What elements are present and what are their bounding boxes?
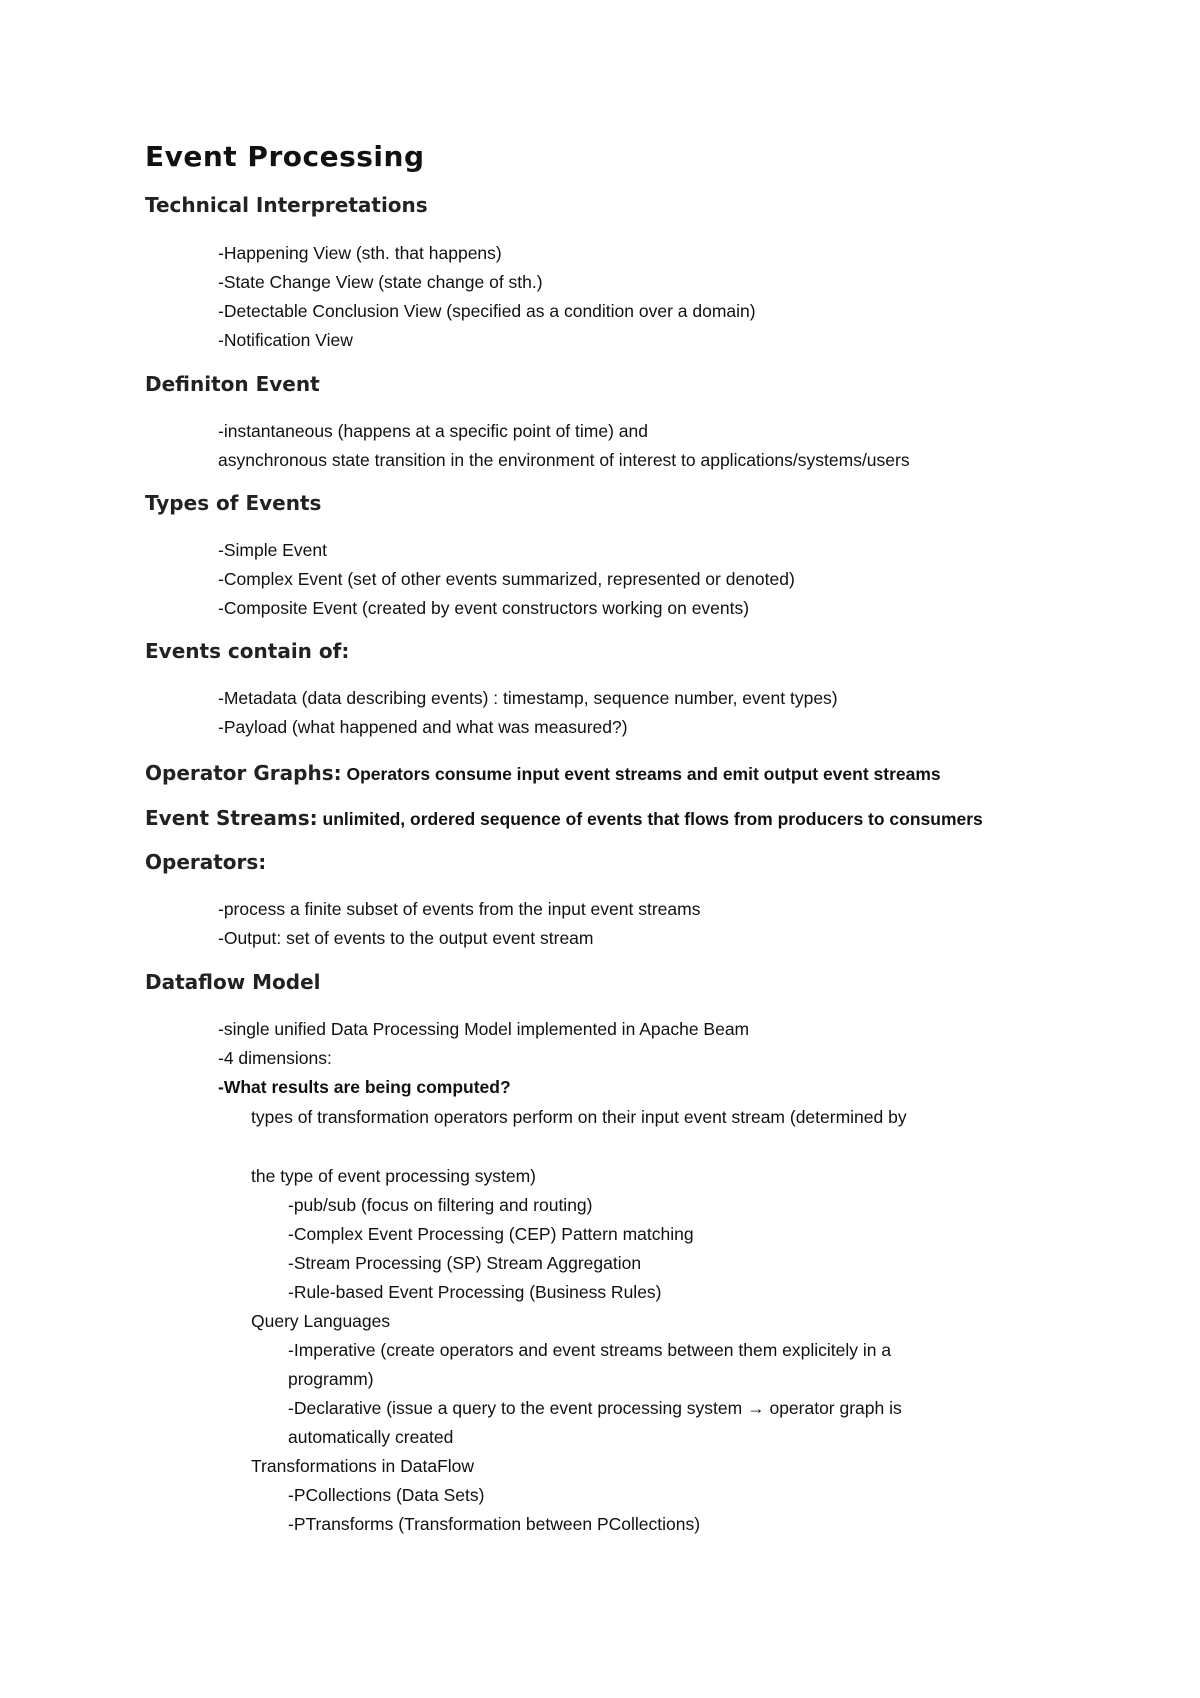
heading-operator-graphs [145,761,941,785]
list-item: -4 dimensions: [218,1048,332,1068]
heading-technical-interpretations: Technical Interpretations [145,193,428,217]
list-item: -Complex Event (set of other events summarized, represented or denoted) [218,569,795,589]
list-item: -State Change View (state change of sth.) [218,272,543,292]
heading-event-streams [145,806,983,830]
list-item-cont: programm) [288,1369,374,1389]
list-item: -PCollections (Data Sets) [288,1485,485,1505]
list-item: -PTransforms (Transformation between PCollections) [288,1514,701,1534]
heading-events-contain: Events contain of: [145,639,350,663]
list-item: asynchronous state transition in the environment of interest to applications/systems/users [218,450,910,470]
list-item: -instantaneous (happens at a specific point of time) and [218,421,648,441]
list-item: -Metadata (data describing events) : timestamp, sequence number, event types) [218,688,838,708]
list-item: -single unified Data Processing Model implemented in Apache Beam [218,1019,750,1039]
computed-description-cont: the type of event processing system) [251,1166,536,1186]
heading-event-streams-label: Event Streams: [145,806,318,830]
list-item-cont: automatically created [288,1427,454,1447]
list-item: -pub/sub (focus on filtering and routing) [288,1195,593,1215]
list-item: -Payload (what happened and what was measured?) [218,717,628,737]
heading-definition-event: Definiton Event [145,372,320,396]
heading-dataflow-model: Dataflow Model [145,970,321,994]
list-item: -Notification View [218,330,353,350]
list-item: -Happening View (sth. that happens) [218,243,502,263]
subheading-transformations: Transformations in DataFlow [251,1456,475,1476]
list-item: -Output: set of events to the output event stream [218,928,594,948]
list-item: -Declarative (issue a query to the event processing system → operator graph is [288,1398,902,1418]
heading-types-of-events: Types of Events [145,491,322,515]
list-item: -Rule-based Event Processing (Business Rules) [288,1282,662,1302]
list-item: -Complex Event Processing (CEP) Pattern matching [288,1224,694,1244]
page-title: Event Processing [145,140,425,173]
subheading-query-languages: Query Languages [251,1311,391,1331]
operator-graphs-text: Operators consume input event streams and emit output event streams [341,764,941,784]
list-item: -Stream Processing (SP) Stream Aggregation [288,1253,642,1273]
event-streams-text: unlimited, ordered sequence of events that flows from producers to consumers [317,809,983,829]
list-item: -Imperative (create operators and event streams between them explicitely in a [288,1340,892,1360]
computed-description: types of transformation operators perform on their input event stream (determined by [251,1107,907,1127]
list-item: -Simple Event [218,540,327,560]
heading-operator-graphs-label: Operator Graphs: [145,761,342,785]
list-item: -Composite Event (created by event constructors working on events) [218,598,750,618]
list-item: -Detectable Conclusion View (specified as a condition over a domain) [218,301,756,321]
heading-operators: Operators: [145,850,267,874]
list-item: -process a finite subset of events from the input event streams [218,899,701,919]
list-item-bold: -What results are being computed? [218,1077,511,1097]
